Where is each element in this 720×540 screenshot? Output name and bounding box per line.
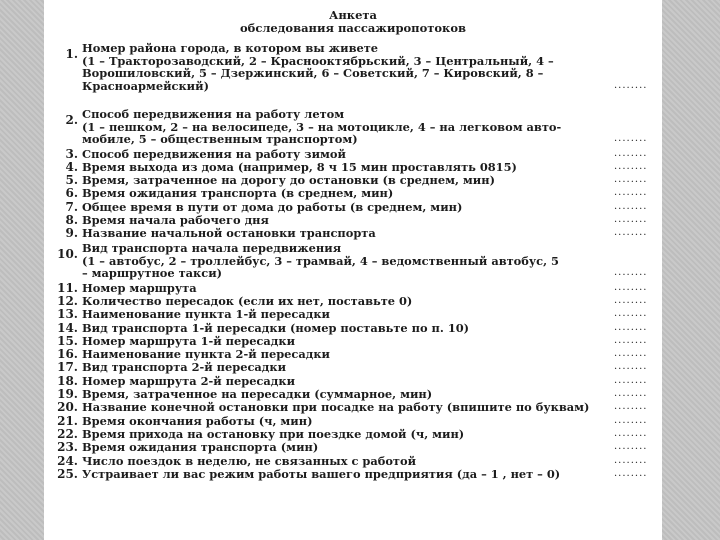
question-number: 25. — [57, 467, 78, 481]
answer-field-dots[interactable]: ........ — [614, 361, 648, 372]
question-item — [44, 322, 662, 335]
question-number: 7. — [65, 200, 78, 214]
question-item — [44, 187, 662, 200]
question-number: 12. — [57, 294, 78, 308]
question-text-line: Время начала рабочего дня — [82, 213, 269, 227]
question-item — [44, 174, 662, 187]
answer-field-dots[interactable]: ........ — [614, 401, 648, 412]
question-number: 18. — [57, 374, 78, 388]
question-text-line: Вид транспорта начала передвижения — [82, 241, 342, 255]
question-item — [44, 335, 662, 348]
question-text-line: Номер маршрута 1-й пересадки — [82, 334, 296, 348]
question-item — [44, 361, 662, 374]
question-item — [44, 295, 662, 308]
question-number: 22. — [57, 427, 78, 441]
question-text-line: Наименование пункта 2-й пересадки — [82, 347, 331, 361]
question-item — [44, 308, 662, 321]
question-text-line: (1 – автобус, 2 – троллейбус, 3 – трамвай, 4 – ведомственный автобус, 5 — [82, 253, 559, 268]
question-text-line: Время ожидания транспорта (в среднем, мин) — [82, 186, 394, 200]
question-item — [44, 388, 662, 401]
question-item — [44, 161, 662, 174]
question-text-line: Общее время в пути от дома до работы (в среднем, мин) — [82, 200, 463, 214]
question-text-line: Наименование пункта 1-й пересадки — [82, 307, 331, 321]
question-text-line: Номер маршрута 2-й пересадки — [82, 374, 296, 388]
question-number: 8. — [65, 213, 78, 227]
question-number: 5. — [65, 173, 78, 187]
question-item — [44, 428, 662, 441]
answer-field-dots[interactable]: ........ — [614, 375, 648, 386]
question-item — [44, 455, 662, 468]
answer-field-dots[interactable]: ........ — [614, 388, 648, 399]
question-item — [44, 441, 662, 454]
question-item — [44, 227, 662, 240]
question-item — [44, 401, 662, 414]
question-number: 16. — [57, 347, 78, 361]
question-text-line: Устраивает ли вас режим работы вашего предприятия (да – 1 , нет – 0) — [82, 467, 561, 481]
answer-field-dots[interactable]: ........ — [614, 227, 648, 238]
question-number: 19. — [57, 387, 78, 401]
question-number: 13. — [57, 307, 78, 321]
answer-field-dots[interactable]: ........ — [614, 161, 648, 172]
answer-field-dots[interactable]: ........ — [614, 441, 648, 452]
question-number: 1. — [65, 47, 78, 61]
questionnaire-page — [44, 0, 662, 540]
question-text-line: Красноармейский) — [82, 78, 209, 93]
answer-field-dots[interactable]: ........ — [614, 468, 648, 479]
question-text-line: Название конечной остановки при посадке на работу (впишите по буквам) — [82, 400, 590, 414]
answer-field-dots[interactable]: ........ — [614, 295, 648, 306]
question-text-line: Количество пересадок (если их нет, поставьте 0) — [82, 294, 413, 308]
question-item — [44, 468, 662, 481]
question-item — [44, 282, 662, 295]
question-number: 3. — [65, 147, 78, 161]
question-item — [44, 348, 662, 361]
question-number: 21. — [57, 414, 78, 428]
answer-field-dots[interactable]: ........ — [614, 282, 648, 293]
answer-field-dots[interactable]: ........ — [614, 187, 648, 198]
question-number: 17. — [57, 360, 78, 374]
question-text-line: – маршрутное такси) — [82, 266, 223, 281]
answer-field-dots[interactable]: ........ — [614, 428, 648, 439]
question-text-line: Ворошиловский, 5 – Дзержинский, 6 – Советский, 7 – Кировский, 8 – — [82, 66, 544, 81]
answer-field-dots[interactable]: ........ — [614, 214, 648, 225]
answer-field-dots[interactable]: ........ — [614, 267, 648, 279]
answer-field-dots[interactable]: ........ — [614, 348, 648, 359]
question-number: 14. — [57, 321, 78, 335]
answer-field-dots[interactable]: ........ — [614, 308, 648, 319]
answer-field-dots[interactable]: ........ — [614, 455, 648, 466]
answer-field-dots[interactable]: ........ — [614, 322, 648, 333]
questionnaire-title: Анкета — [329, 8, 377, 22]
question-text-line: Время выхода из дома (например, 8 ч 15 мин проставлять 0815) — [82, 160, 517, 174]
question-item — [44, 375, 662, 388]
question-text-line: Время окончания работы (ч, мин) — [82, 414, 313, 428]
question-text-line: Способ передвижения на работу зимой — [82, 147, 346, 161]
question-number: 4. — [65, 160, 78, 174]
question-item — [44, 201, 662, 214]
question-text-line: мобиле, 5 – общественным транспортом) — [82, 132, 358, 147]
question-text-line: Число поездок в неделю, не связанных с работой — [82, 454, 417, 468]
question-text-line: Вид транспорта 2-й пересадки — [82, 360, 287, 374]
question-text-line: Номер района города, в котором вы живете — [82, 41, 379, 55]
question-text-line: Вид транспорта 1-й пересадки (номер поставьте по п. 10) — [82, 321, 470, 335]
question-number: 20. — [57, 400, 78, 414]
question-number: 15. — [57, 334, 78, 348]
question-text-line: Номер маршрута — [82, 281, 197, 295]
answer-field-dots[interactable]: ........ — [614, 133, 648, 145]
question-number: 10. — [57, 247, 78, 261]
question-text-line: Время, затраченное на дорогу до остановки (в среднем, мин) — [82, 173, 495, 187]
question-number: 6. — [65, 186, 78, 200]
question-number: 11. — [57, 281, 78, 295]
question-number: 24. — [57, 454, 78, 468]
question-number: 23. — [57, 440, 78, 454]
question-number: 2. — [65, 113, 78, 127]
answer-field-dots[interactable]: ........ — [614, 174, 648, 185]
question-text-line: (1 – пешком, 2 – на велосипеде, 3 – на мотоцикле, 4 – на легковом авто- — [82, 119, 562, 134]
question-item — [44, 148, 662, 161]
questionnaire-subtitle: обследования пассажиропотоков — [239, 21, 467, 35]
question-text-line: Время, затраченное на пересадки (суммарное, мин) — [82, 387, 433, 401]
answer-field-dots[interactable]: ........ — [614, 201, 648, 212]
question-item — [44, 42, 662, 92]
answer-field-dots[interactable]: ........ — [614, 415, 648, 426]
answer-field-dots[interactable]: ........ — [614, 79, 648, 91]
question-item — [44, 108, 662, 146]
question-text-line: Время прихода на остановку при поездке домой (ч, мин) — [82, 427, 465, 441]
question-text-line: (1 – Тракторозаводский, 2 – Краснооктябрьский, 3 – Центральный, 4 – — [82, 53, 554, 68]
question-text-line: Время ожидания транспорта (мин) — [82, 440, 319, 454]
question-item — [44, 214, 662, 227]
answer-field-dots[interactable]: ........ — [614, 148, 648, 159]
question-text-line: Способ передвижения на работу летом — [82, 107, 345, 121]
question-number: 9. — [65, 226, 78, 240]
answer-field-dots[interactable]: ........ — [614, 335, 648, 346]
question-item — [44, 242, 662, 280]
question-item — [44, 415, 662, 428]
question-text-line: Название начальной остановки транспорта — [82, 226, 376, 240]
